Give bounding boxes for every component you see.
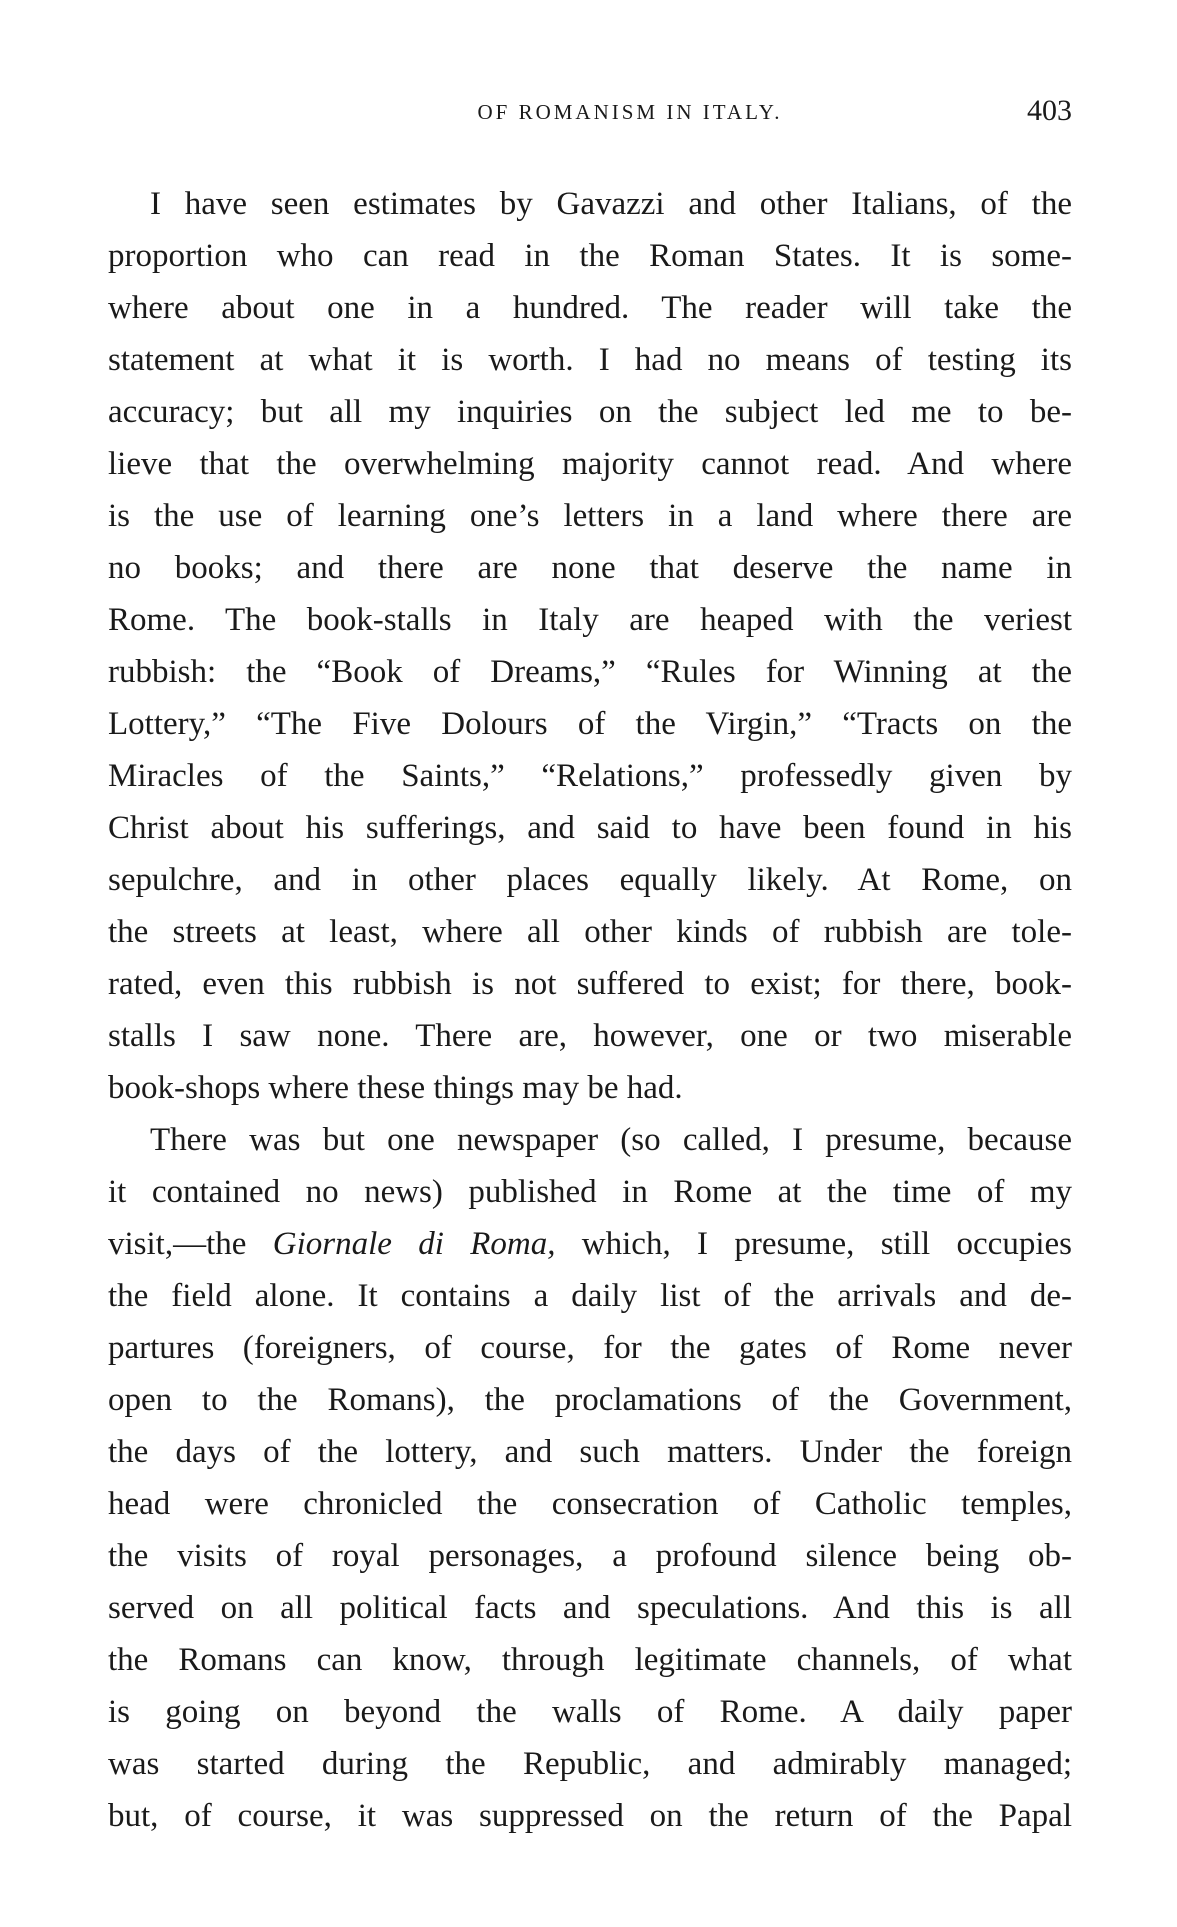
text-fragment: which, I presume, still occupies	[555, 1226, 1072, 1262]
text-line: but, of course, it was suppressed on the return of the Papal	[108, 1798, 1072, 1834]
text-line: accuracy; but all my inquiries on the subject led me to be-	[108, 394, 1072, 430]
text-line: partures (foreigners, of course, for the gates of Rome never	[108, 1330, 1072, 1366]
text-line: sepulchre, and in other places equally likely. At Rome, on	[108, 862, 1072, 898]
paragraph-1	[108, 178, 1072, 1114]
text-line: it contained no news) published in Rome at the time of my	[108, 1174, 1072, 1210]
text-line: the field alone. It contains a daily list of the arrivals and de-	[108, 1278, 1072, 1314]
text-line: is the use of learning one’s letters in a land where there are	[108, 498, 1072, 534]
text-line: open to the Romans), the proclamations of the Government,	[108, 1382, 1072, 1418]
text-line: stalls I saw none. There are, however, one or two miserable	[108, 1018, 1072, 1054]
text-line: statement at what it is worth. I had no means of testing its	[108, 342, 1072, 378]
text-line: was started during the Republic, and admirably managed;	[108, 1746, 1072, 1782]
text-line: head were chronicled the consecration of Catholic temples,	[108, 1486, 1072, 1522]
newspaper-title: Giornale di Roma,	[272, 1226, 556, 1262]
text-line: is going on beyond the walls of Rome. A daily paper	[108, 1694, 1072, 1730]
text-line: There was but one newspaper (so called, I presume, because	[150, 1122, 1072, 1158]
text-line: book-shops where these things may be had.	[108, 1070, 683, 1106]
text-line: Miracles of the Saints,” “Relations,” professedly given by	[108, 758, 1072, 794]
text-line: rated, even this rubbish is not suffered to exist; for there, book-	[108, 966, 1072, 1002]
paragraph-2	[108, 1114, 1072, 1842]
text-line: the visits of royal personages, a profound silence being ob-	[108, 1538, 1072, 1574]
text-line: proportion who can read in the Roman States. It is some-	[108, 238, 1072, 274]
text-line: no books; and there are none that deserve the name in	[108, 550, 1072, 586]
text-line: the Romans can know, through legitimate channels, of what	[108, 1642, 1072, 1678]
text-line: rubbish: the “Book of Dreams,” “Rules for Winning at the	[108, 654, 1072, 690]
page-header	[108, 94, 1072, 140]
text-line: Lottery,” “The Five Dolours of the Virgin,” “Tracts on the	[108, 706, 1072, 742]
text-line: the days of the lottery, and such matters. Under the foreign	[108, 1434, 1072, 1470]
text-line: lieve that the overwhelming majority cannot read. And where	[108, 446, 1072, 482]
text-line: where about one in a hundred. The reader will take the	[108, 290, 1072, 326]
text-line: Rome. The book-stalls in Italy are heaped with the veriest	[108, 602, 1072, 638]
text-line: I have seen estimates by Gavazzi and other Italians, of the	[150, 186, 1072, 222]
body-text	[108, 178, 1072, 1842]
text-line: Christ about his sufferings, and said to have been found in his	[108, 810, 1072, 846]
running-head: OF ROMANISM IN ITALY.	[477, 100, 783, 124]
page-number: 403	[1027, 94, 1072, 127]
text-line: the streets at least, where all other kinds of rubbish are tole-	[108, 914, 1072, 950]
text-line	[108, 1218, 1072, 1270]
text-fragment: visit,—the	[108, 1226, 273, 1262]
text-line: served on all political facts and speculations. And this is all	[108, 1590, 1072, 1626]
